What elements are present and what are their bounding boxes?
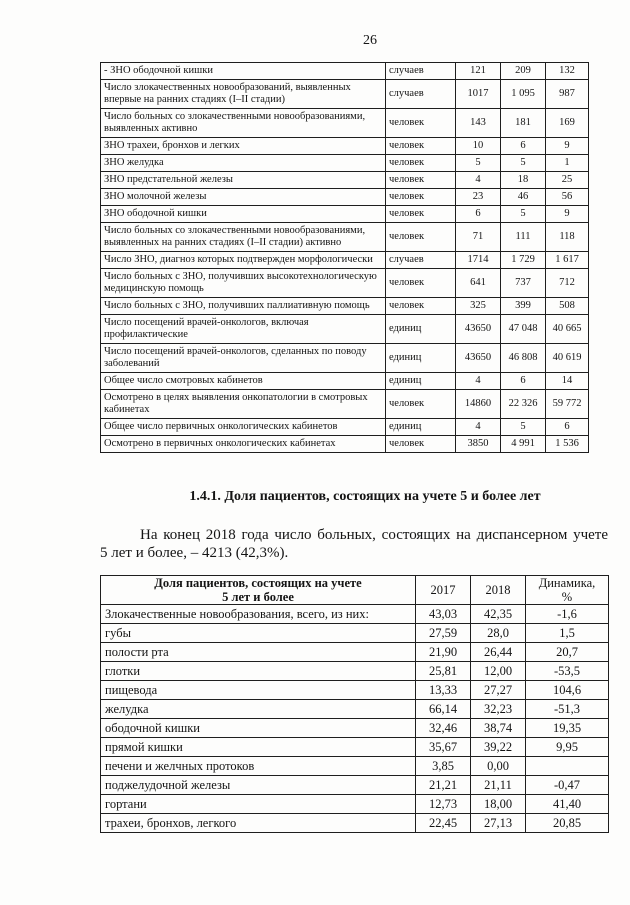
indicator-label: Число посещений врачей-онкологов, включая профилактические (101, 315, 386, 344)
table-row (101, 419, 589, 436)
value-cell-1: 143 (456, 109, 501, 138)
indicator-label: ЗНО молочной железы (101, 189, 386, 206)
unit-cell: человек (386, 172, 456, 189)
unit-cell: человек (386, 390, 456, 419)
value-cell-3: 118 (546, 223, 589, 252)
indicator-label: Общее число смотровых кабинетов (101, 373, 386, 390)
value-cell-2: 209 (501, 63, 546, 80)
indicator-label: Число больных с ЗНО, получивших высокотехнологическую медицинскую помощь (101, 269, 386, 298)
value-2018: 38,74 (471, 719, 526, 738)
site-label: полости рта (101, 643, 416, 662)
table-row (101, 624, 609, 643)
unit-cell: человек (386, 109, 456, 138)
value-cell-3: 40 665 (546, 315, 589, 344)
indicator-label: Число посещений врачей-онкологов, сделанных по поводу заболеваний (101, 344, 386, 373)
value-2017: 66,14 (416, 700, 471, 719)
site-label: Злокачественные новообразования, всего, из них: (101, 605, 416, 624)
table-row (101, 605, 609, 624)
value-2018: 26,44 (471, 643, 526, 662)
oncology-indicators-body (101, 63, 589, 453)
value-2018: 21,11 (471, 776, 526, 795)
dynamics-value: 41,40 (526, 795, 609, 814)
indicator-label: Число злокачественных новообразований, выявленных впервые на ранних стадиях (I–II стадии) (101, 80, 386, 109)
value-cell-3: 1 (546, 155, 589, 172)
value-cell-2: 5 (501, 419, 546, 436)
value-cell-3: 59 772 (546, 390, 589, 419)
indicator-label: ЗНО трахеи, бронхов и легких (101, 138, 386, 155)
unit-cell: человек (386, 436, 456, 453)
value-cell-1: 6 (456, 206, 501, 223)
value-cell-1: 325 (456, 298, 501, 315)
table-row (101, 155, 589, 172)
value-cell-1: 3850 (456, 436, 501, 453)
value-cell-1: 4 (456, 419, 501, 436)
value-cell-2: 4 991 (501, 436, 546, 453)
unit-cell: человек (386, 269, 456, 298)
value-cell-3: 1 617 (546, 252, 589, 269)
value-cell-3: 169 (546, 109, 589, 138)
value-cell-2: 1 729 (501, 252, 546, 269)
five-year-share-table (100, 575, 609, 833)
table-row (101, 223, 589, 252)
unit-cell: человек (386, 223, 456, 252)
value-cell-2: 6 (501, 373, 546, 390)
value-2018: 27,13 (471, 814, 526, 833)
indicator-label: Осмотрено в целях выявления онкопатологии в смотровых кабинетах (101, 390, 386, 419)
value-cell-2: 181 (501, 109, 546, 138)
value-cell-3: 9 (546, 206, 589, 223)
header-dynamics: Динамика, % (526, 576, 609, 605)
value-2017: 13,33 (416, 681, 471, 700)
value-cell-3: 987 (546, 80, 589, 109)
value-cell-3: 56 (546, 189, 589, 206)
indicator-label: ЗНО предстательной железы (101, 172, 386, 189)
value-2018: 12,00 (471, 662, 526, 681)
unit-cell: случаев (386, 80, 456, 109)
value-cell-3: 132 (546, 63, 589, 80)
value-cell-3: 14 (546, 373, 589, 390)
table-row (101, 681, 609, 700)
value-2017: 22,45 (416, 814, 471, 833)
indicator-label: Число больных со злокачественными новообразованиями, выявленных на ранних стадиях (I–II стадии) активно (101, 223, 386, 252)
header-2017: 2017 (416, 576, 471, 605)
dynamics-value: -51,3 (526, 700, 609, 719)
value-cell-2: 46 (501, 189, 546, 206)
value-2017: 21,21 (416, 776, 471, 795)
table-row (101, 436, 589, 453)
table-row (101, 719, 609, 738)
value-cell-2: 111 (501, 223, 546, 252)
header-row (101, 576, 609, 605)
indicator-label: Число ЗНО, диагноз которых подтвержден морфологически (101, 252, 386, 269)
table-row (101, 172, 589, 189)
value-2017: 43,03 (416, 605, 471, 624)
dynamics-value: 20,85 (526, 814, 609, 833)
table-row (101, 252, 589, 269)
site-label: глотки (101, 662, 416, 681)
header-label: Доля пациентов, состоящих на учете 5 лет и более (101, 576, 416, 605)
section-heading: 1.4.1. Доля пациентов, состоящих на учете 5 и более лет (189, 489, 541, 504)
site-label: прямой кишки (101, 738, 416, 757)
value-2017: 35,67 (416, 738, 471, 757)
dynamics-value: 1,5 (526, 624, 609, 643)
value-cell-1: 1017 (456, 80, 501, 109)
value-cell-3: 1 536 (546, 436, 589, 453)
unit-cell: человек (386, 206, 456, 223)
value-2018: 0,00 (471, 757, 526, 776)
dynamics-value: -1,6 (526, 605, 609, 624)
five-year-share-header (101, 576, 609, 605)
value-cell-1: 71 (456, 223, 501, 252)
table-row (101, 390, 589, 419)
value-cell-2: 18 (501, 172, 546, 189)
page-number: 26 (363, 33, 377, 48)
value-2018: 32,23 (471, 700, 526, 719)
value-2018: 27,27 (471, 681, 526, 700)
table-row (101, 315, 589, 344)
table-row (101, 776, 609, 795)
site-label: пищевода (101, 681, 416, 700)
table-row (101, 757, 609, 776)
value-cell-3: 9 (546, 138, 589, 155)
indicator-label: - ЗНО ободочной кишки (101, 63, 386, 80)
dynamics-value (526, 757, 609, 776)
site-label: губы (101, 624, 416, 643)
value-cell-1: 1714 (456, 252, 501, 269)
value-2017: 21,90 (416, 643, 471, 662)
table-row (101, 189, 589, 206)
unit-cell: единиц (386, 315, 456, 344)
table-row (101, 206, 589, 223)
table-row (101, 700, 609, 719)
site-label: трахеи, бронхов, легкого (101, 814, 416, 833)
value-2018: 42,35 (471, 605, 526, 624)
unit-cell: человек (386, 138, 456, 155)
value-cell-3: 25 (546, 172, 589, 189)
value-cell-1: 14860 (456, 390, 501, 419)
value-cell-3: 508 (546, 298, 589, 315)
value-2017: 32,46 (416, 719, 471, 738)
value-2017: 27,59 (416, 624, 471, 643)
dynamics-value: -53,5 (526, 662, 609, 681)
table-row (101, 80, 589, 109)
table-row (101, 373, 589, 390)
unit-cell: человек (386, 155, 456, 172)
value-cell-3: 40 619 (546, 344, 589, 373)
table-row (101, 795, 609, 814)
site-label: гортани (101, 795, 416, 814)
unit-cell: случаев (386, 63, 456, 80)
value-2018: 28,0 (471, 624, 526, 643)
indicator-label: Осмотрено в первичных онкологических кабинетах (101, 436, 386, 453)
table-row (101, 138, 589, 155)
value-cell-1: 641 (456, 269, 501, 298)
value-cell-2: 47 048 (501, 315, 546, 344)
value-cell-1: 23 (456, 189, 501, 206)
table-row (101, 344, 589, 373)
value-cell-2: 5 (501, 155, 546, 172)
paragraph-text: На конец 2018 года число больных, состоящих на диспансерном учете 5 лет и более, – 4213 (42,3%). (100, 527, 608, 561)
dynamics-value: -0,47 (526, 776, 609, 795)
value-cell-1: 10 (456, 138, 501, 155)
table-row (101, 738, 609, 757)
dynamics-value: 20,7 (526, 643, 609, 662)
value-cell-1: 4 (456, 373, 501, 390)
indicator-label: Общее число первичных онкологических кабинетов (101, 419, 386, 436)
unit-cell: человек (386, 298, 456, 315)
value-cell-3: 6 (546, 419, 589, 436)
oncology-indicators-table (100, 62, 589, 453)
table-row (101, 814, 609, 833)
value-2017: 12,73 (416, 795, 471, 814)
table-row (101, 63, 589, 80)
value-cell-2: 46 808 (501, 344, 546, 373)
unit-cell: единиц (386, 344, 456, 373)
table-row (101, 109, 589, 138)
value-cell-2: 399 (501, 298, 546, 315)
indicator-label: Число больных с ЗНО, получивших паллиативную помощь (101, 298, 386, 315)
value-cell-1: 121 (456, 63, 501, 80)
value-cell-1: 4 (456, 172, 501, 189)
table-row (101, 662, 609, 681)
unit-cell: случаев (386, 252, 456, 269)
value-cell-1: 43650 (456, 315, 501, 344)
value-cell-1: 5 (456, 155, 501, 172)
header-2018: 2018 (471, 576, 526, 605)
site-label: ободочной кишки (101, 719, 416, 738)
indicator-label: ЗНО ободочной кишки (101, 206, 386, 223)
dynamics-value: 104,6 (526, 681, 609, 700)
unit-cell: человек (386, 189, 456, 206)
dynamics-value: 19,35 (526, 719, 609, 738)
unit-cell: единиц (386, 419, 456, 436)
unit-cell: единиц (386, 373, 456, 390)
value-2017: 25,81 (416, 662, 471, 681)
table-row (101, 298, 589, 315)
value-2018: 18,00 (471, 795, 526, 814)
value-cell-1: 43650 (456, 344, 501, 373)
site-label: желудка (101, 700, 416, 719)
site-label: поджелудочной железы (101, 776, 416, 795)
value-cell-2: 22 326 (501, 390, 546, 419)
table-row (101, 643, 609, 662)
value-cell-2: 737 (501, 269, 546, 298)
dynamics-value: 9,95 (526, 738, 609, 757)
site-label: печени и желчных протоков (101, 757, 416, 776)
value-cell-3: 712 (546, 269, 589, 298)
value-cell-2: 5 (501, 206, 546, 223)
five-year-share-body (101, 605, 609, 833)
value-cell-2: 1 095 (501, 80, 546, 109)
table-row (101, 269, 589, 298)
value-cell-2: 6 (501, 138, 546, 155)
value-2018: 39,22 (471, 738, 526, 757)
value-2017: 3,85 (416, 757, 471, 776)
indicator-label: Число больных со злокачественными новообразованиями, выявленных активно (101, 109, 386, 138)
section-paragraph (100, 526, 608, 562)
indicator-label: ЗНО желудка (101, 155, 386, 172)
